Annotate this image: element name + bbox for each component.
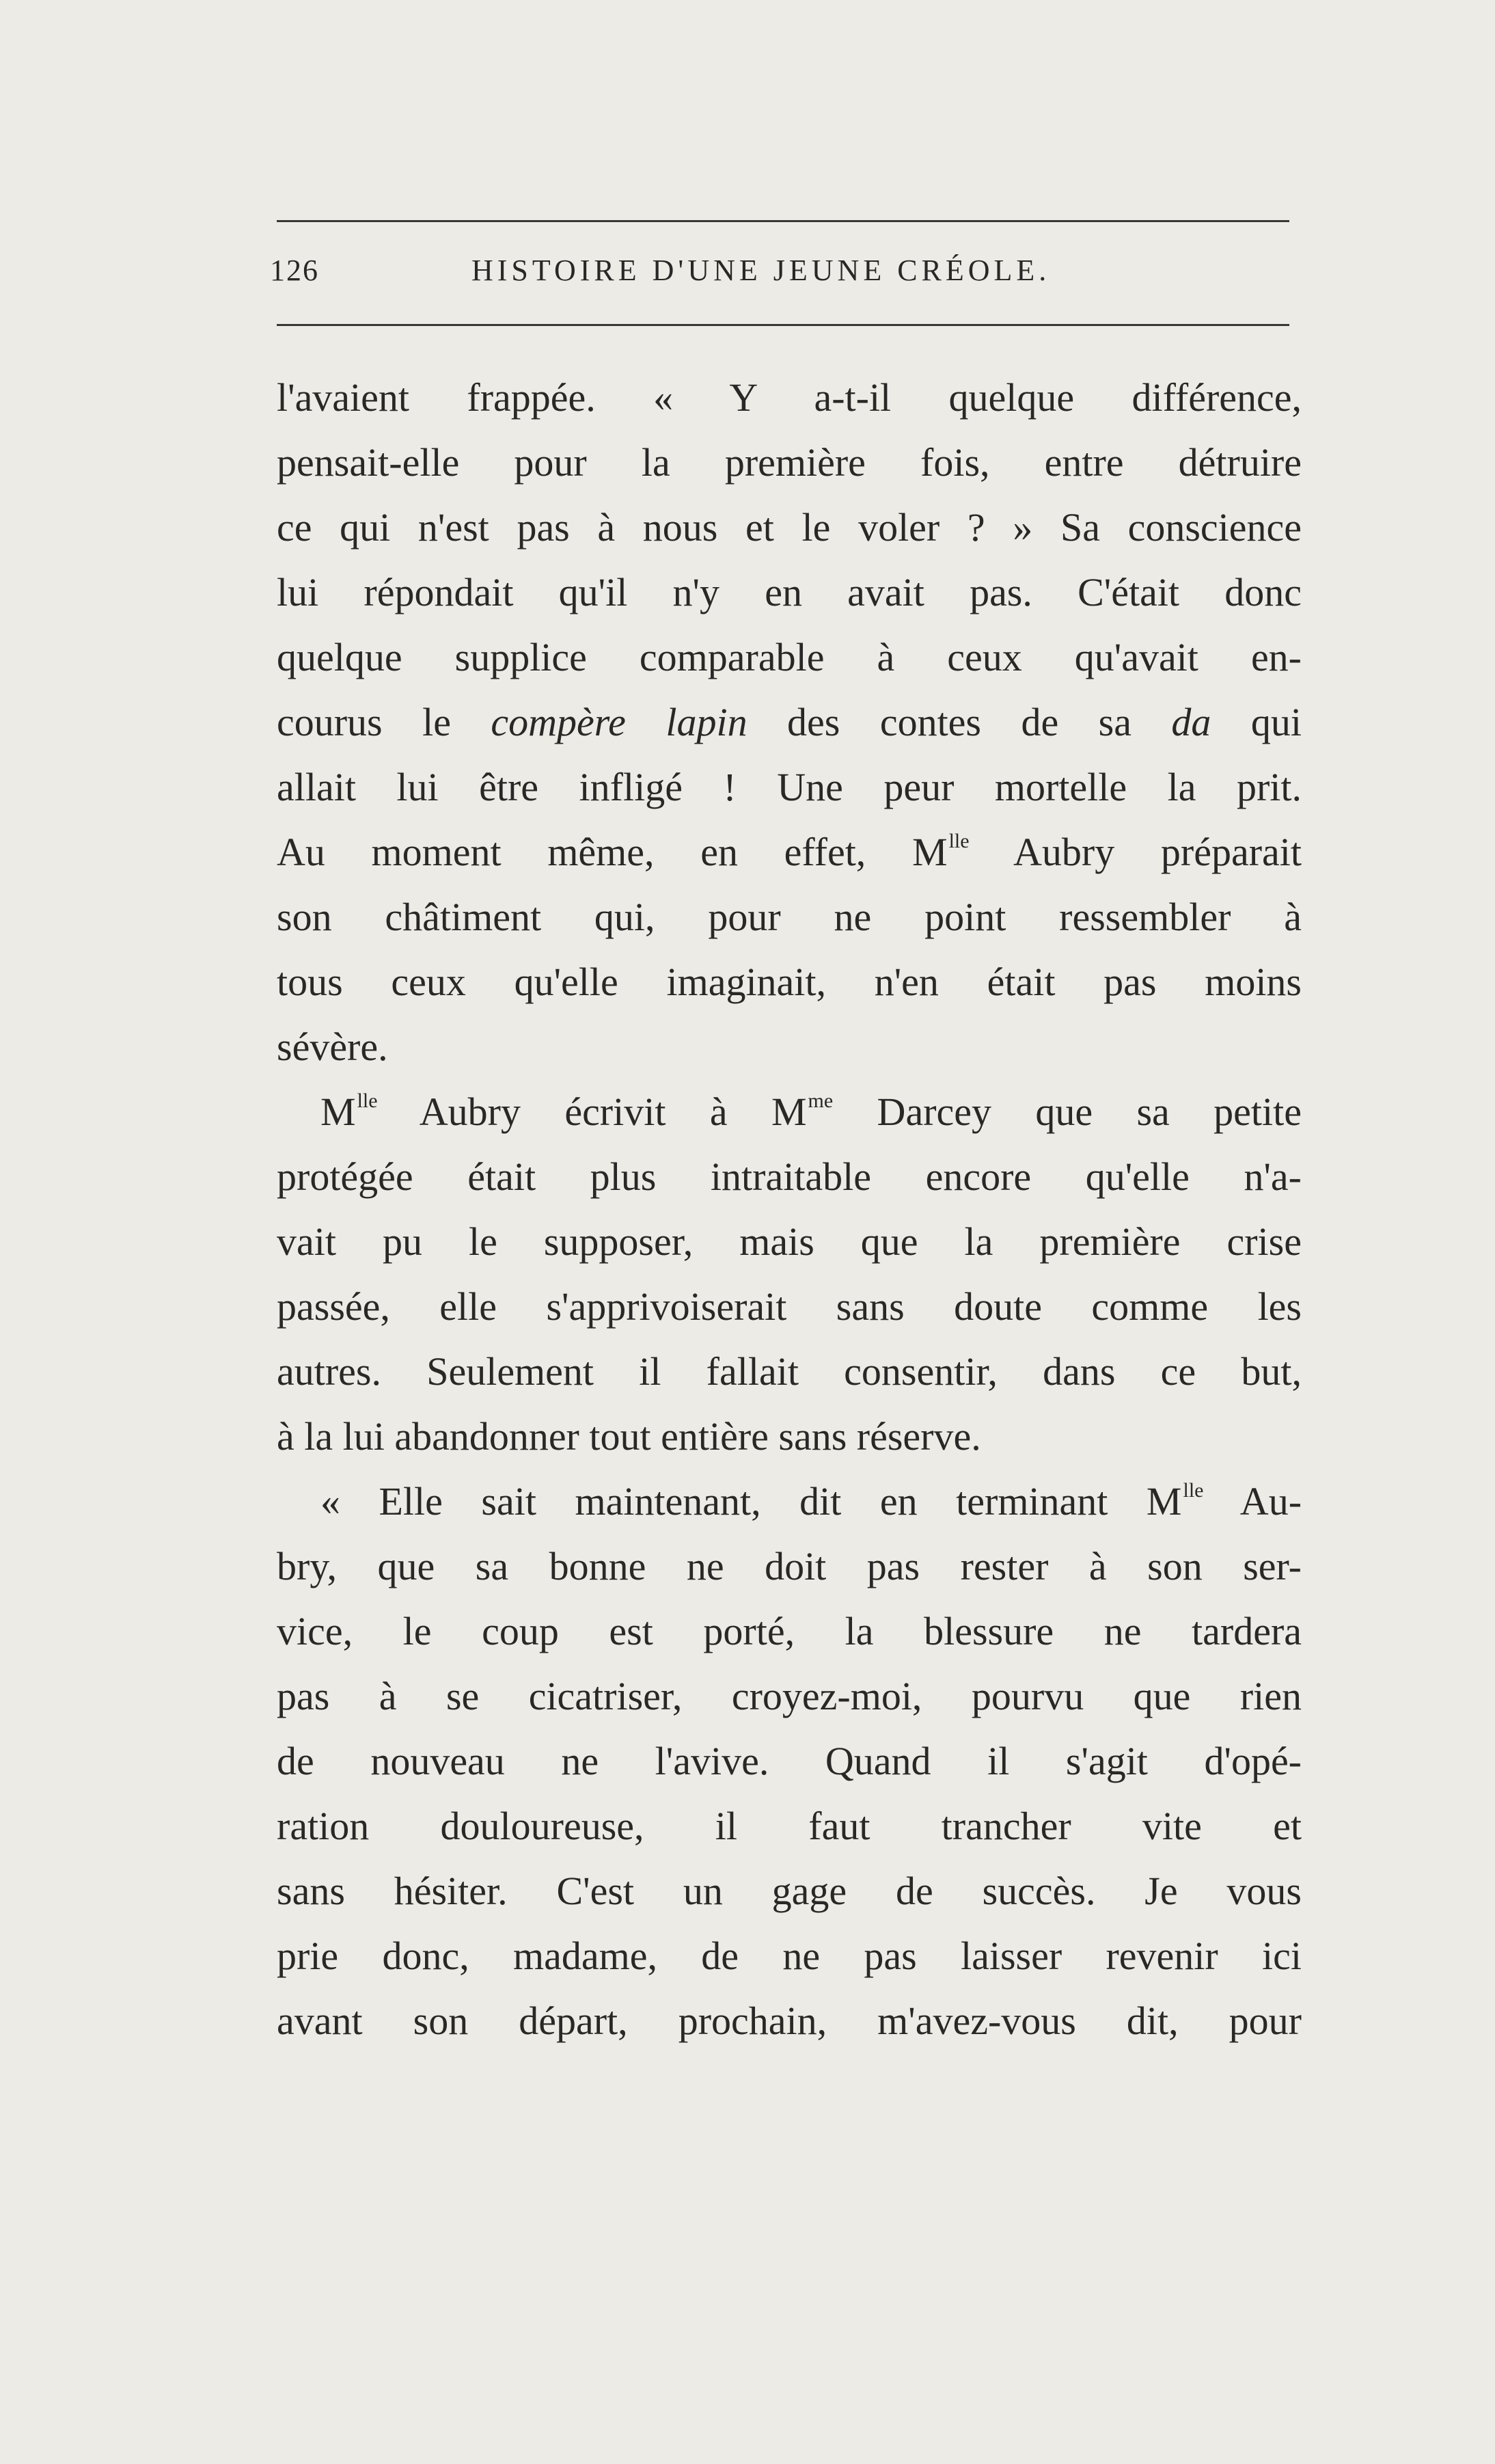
text-line: son châtiment qui, pour ne point ressembler à (277, 895, 1302, 939)
text-line (320, 1079, 1302, 1144)
page-number: 126 (270, 254, 319, 287)
text-segment: « Elle sait maintenant, dit en terminant M (320, 1479, 1182, 1524)
text-line: allait lui être infligé ! Une peur mortelle la prit. (277, 765, 1302, 809)
italic-text: da (1171, 700, 1211, 744)
text-line: bry, que sa bonne ne doit pas rester à son ser- (277, 1544, 1302, 1588)
text-line: pensait-elle pour la première fois, entre détruire (277, 440, 1302, 485)
header-rule-top (277, 220, 1289, 222)
text-segment: Aubry préparait (969, 830, 1302, 874)
text-segment: Au moment même, en effet, M (277, 830, 948, 874)
text-line: à la lui abandonner tout entière sans réserve. (277, 1414, 981, 1459)
running-title: HISTOIRE D'UNE JEUNE CRÉOLE. (471, 254, 1051, 287)
text-segment: courus le (277, 700, 491, 744)
text-line: vait pu le supposer, mais que la première crise (277, 1219, 1302, 1264)
text-line: quelque supplice comparable à ceux qu'avait en- (277, 635, 1302, 679)
text-segment: Aubry écrivit à M (377, 1089, 807, 1134)
text-line (277, 820, 1302, 884)
text-line: sévère. (277, 1025, 388, 1069)
text-line: ration douloureuse, il faut trancher vite et (277, 1804, 1302, 1848)
title-abbreviation: lle (1183, 1479, 1204, 1502)
text-segment: des contes de sa (747, 700, 1172, 744)
text-line: avant son départ, prochain, m'avez-vous dit, pour (277, 1999, 1302, 2043)
text-line: autres. Seulement il fallait consentir, dans ce but, (277, 1349, 1302, 1394)
text-segment: Au- (1203, 1479, 1302, 1524)
text-segment: M (320, 1089, 356, 1134)
text-line: vice, le coup est porté, la blessure ne tardera (277, 1609, 1302, 1653)
text-line: lui répondait qu'il n'y en avait pas. C'était donc (277, 570, 1302, 614)
title-abbreviation: lle (948, 830, 970, 852)
text-line: protégée était plus intraitable encore qu'elle n'a- (277, 1154, 1302, 1199)
text-line: pas à se cicatriser, croyez-moi, pourvu que rien (277, 1674, 1302, 1718)
text-line: passée, elle s'apprivoiserait sans doute comme les (277, 1284, 1302, 1329)
text-line: de nouveau ne l'avive. Quand il s'agit d'opé- (277, 1739, 1302, 1783)
header-rule-bottom (277, 324, 1289, 326)
text-line: prie donc, madame, de ne pas laisser revenir ici (277, 1934, 1302, 1978)
title-abbreviation: lle (357, 1089, 378, 1112)
text-line: l'avaient frappée. « Y a-t-il quelque différence, (277, 375, 1302, 420)
text-line: sans hésiter. C'est un gage de succès. Je vous (277, 1869, 1302, 1913)
italic-text: compère lapin (491, 700, 748, 744)
page-header (270, 245, 1295, 299)
text-line: ce qui n'est pas à nous et le voler ? » Sa conscience (277, 505, 1302, 550)
text-segment: Darcey que sa petite (833, 1089, 1302, 1134)
text-segment: qui (1211, 700, 1302, 744)
text-line (320, 1469, 1302, 1534)
title-abbreviation: me (808, 1089, 834, 1112)
text-line: tous ceux qu'elle imaginait, n'en était pas moins (277, 960, 1302, 1004)
text-line (277, 690, 1302, 755)
